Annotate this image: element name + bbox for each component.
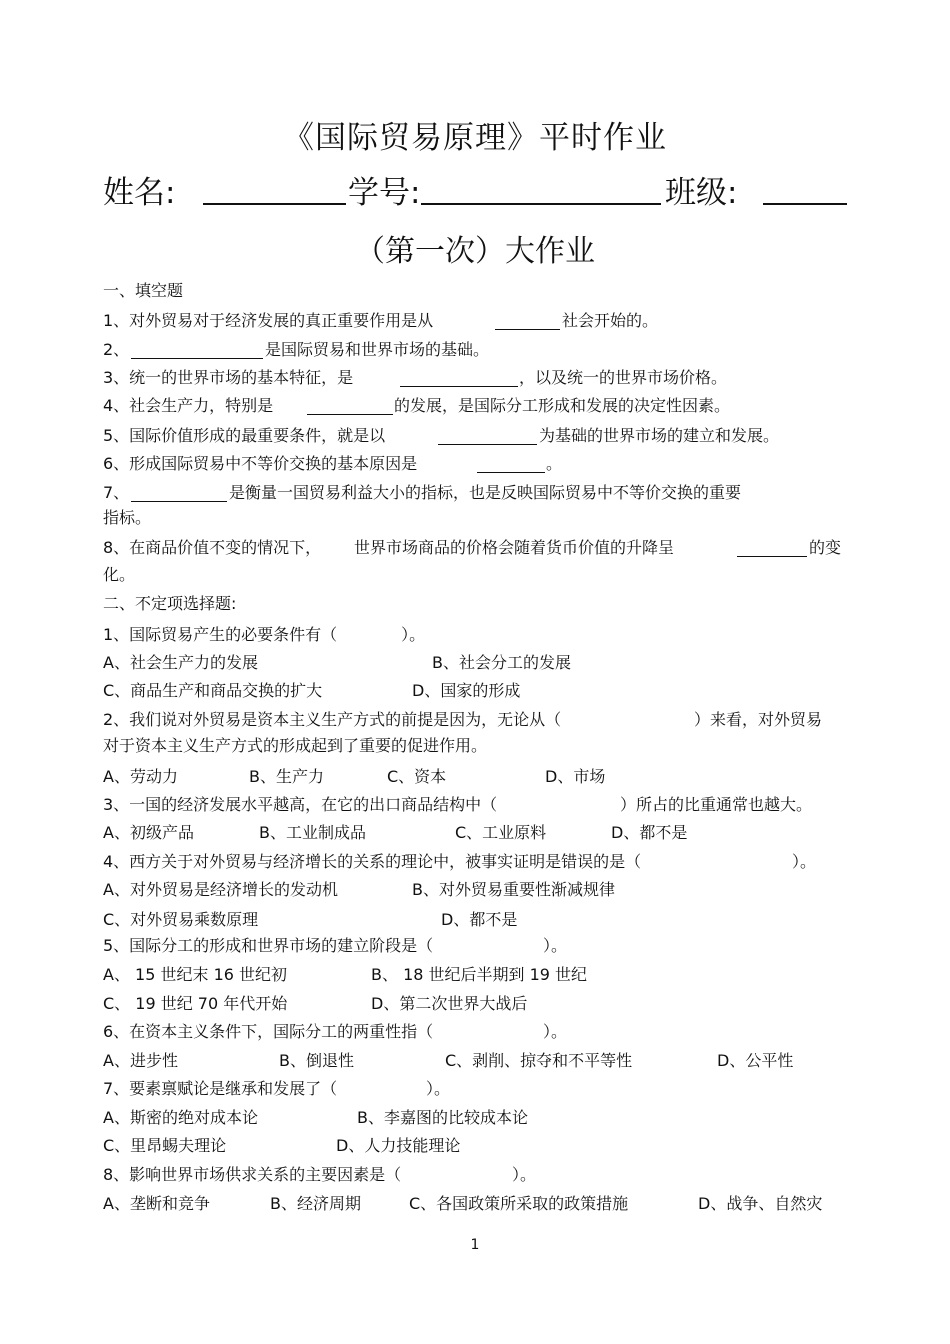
choice-q2-option-a[interactable]: A、劳动力 [103, 767, 178, 786]
choice-q8-stem-end: ）。 [512, 1165, 537, 1184]
choice-q4-option-a[interactable]: A、对外贸易是经济增长的发动机 [103, 880, 338, 899]
choice-q6-stem-end: ）。 [543, 1022, 568, 1041]
fill-q6-blank[interactable] [477, 454, 545, 473]
choice-q1-option-c[interactable]: C、商品生产和商品交换的扩大 [103, 681, 323, 700]
fill-q1-text-end: 社会开始的。 [562, 311, 659, 330]
fill-q3-blank[interactable] [400, 368, 518, 387]
choice-q5-option-a[interactable]: A、 15 世纪末 16 世纪初 [103, 965, 288, 984]
choice-q6-option-c[interactable]: C、剥削、掠夺和不平等性 [445, 1051, 633, 1070]
choice-q5-stem: 5、国际分工的形成和世界市场的建立阶段是（ [103, 936, 434, 955]
name-blank[interactable] [203, 167, 346, 205]
fill-q5-text-end: 为基础的世界市场的建立和发展。 [539, 426, 780, 445]
choice-q6-option-b[interactable]: B、倒退性 [279, 1051, 354, 1070]
choice-q7-option-c[interactable]: C、里昂蜴夫理论 [103, 1136, 227, 1155]
fill-q3-text: 3、统一的世界市场的基本特征，是 [103, 368, 354, 387]
choice-q4-option-b[interactable]: B、对外贸易重要性渐减规律 [412, 880, 615, 899]
choice-q7-stem: 7、要素禀赋论是继承和发展了（ [103, 1079, 338, 1098]
choice-q2-option-b[interactable]: B、生产力 [249, 767, 324, 786]
fill-q5-text: 5、国际价值形成的最重要条件，就是以 [103, 426, 386, 445]
fill-q2-text-end: 是国际贸易和世界市场的基础。 [265, 340, 490, 359]
choice-q3-stem-end: ）所占的比重通常也越大。 [620, 795, 813, 814]
choice-q5-option-b[interactable]: B、 18 世纪后半期到 19 世纪 [371, 965, 588, 984]
choice-q2-option-d[interactable]: D、市场 [545, 767, 606, 786]
fill-q6-text: 6、形成国际贸易中不等价交换的基本原因是 [103, 454, 418, 473]
choice-q4-stem: 4、西方关于对外贸易与经济增长的关系的理论中，被事实证明是错误的是（ [103, 852, 642, 871]
fill-q7-text-cont: 指标。 [103, 508, 152, 527]
fill-q6-text-end: 。 [546, 454, 563, 473]
choice-q7-stem-end: ）。 [426, 1079, 451, 1098]
section1-heading: 一、填空题 [103, 281, 184, 300]
choice-q3-option-d[interactable]: D、都不是 [611, 823, 688, 842]
fill-q8-text-mid: 世界市场商品的价格会随着货币价值的升降呈 [354, 538, 675, 557]
choice-q8-option-d[interactable]: D、战争、自然灾 [698, 1194, 823, 1213]
fill-q8-text: 8、在商品价值不变的情况下， [103, 538, 322, 557]
fill-q4-blank[interactable] [307, 396, 393, 415]
section2-heading: 二、不定项选择题: [103, 594, 237, 613]
choice-q2-option-c[interactable]: C、资本 [387, 767, 447, 786]
student-id-label: 学号: [348, 175, 421, 211]
choice-q6-stem: 6、在资本主义条件下，国际分工的两重性指（ [103, 1022, 434, 1041]
choice-q3-option-c[interactable]: C、工业原料 [455, 823, 547, 842]
fill-q1-text: 1、对外贸易对于经济发展的真正重要作用是从 [103, 311, 434, 330]
class-label: 班级: [665, 175, 738, 211]
student-id-blank[interactable] [421, 167, 661, 205]
choice-q8-stem: 8、影响世界市场供求关系的主要因素是（ [103, 1165, 402, 1184]
choice-q7-option-a[interactable]: A、斯密的绝对成本论 [103, 1108, 258, 1127]
choice-q1-option-a[interactable]: A、社会生产力的发展 [103, 653, 258, 672]
fill-q8-text-end: 的变 [809, 538, 842, 557]
choice-q3-option-b[interactable]: B、工业制成品 [259, 823, 366, 842]
fill-q8-blank[interactable] [737, 538, 807, 557]
fill-q7-blank[interactable] [131, 483, 227, 502]
fill-q5-blank[interactable] [438, 426, 537, 445]
choice-q1-stem: 1、国际贸易产生的必要条件有（ ）。 [103, 625, 426, 644]
choice-q1-option-d[interactable]: D、国家的形成 [412, 681, 521, 700]
choice-q8-option-c[interactable]: C、各国政策所采取的政策措施 [409, 1194, 629, 1213]
fill-q8-text-cont: 化。 [103, 565, 136, 584]
fill-q7-text: 7、 [103, 483, 130, 502]
fill-q4-text: 4、社会生产力，特别是 [103, 396, 274, 415]
page-number: 1 [470, 1237, 480, 1253]
choice-q5-option-c[interactable]: C、 19 世纪 70 年代开始 [103, 994, 288, 1013]
page-title: 《国际贸易原理》平时作业 [283, 120, 667, 156]
choice-q4-option-c[interactable]: C、对外贸易乘数原理 [103, 910, 259, 929]
choice-q8-option-a[interactable]: A、垄断和竞争 [103, 1194, 210, 1213]
choice-q4-stem-end: ）。 [792, 852, 817, 871]
fill-q2-blank[interactable] [131, 340, 263, 359]
choice-q2-stem: 2、我们说对外贸易是资本主义生产方式的前提是因为，无论从（ [103, 710, 562, 729]
fill-q7-text-end: 是衡量一国贸易利益大小的指标，也是反映国际贸易中不等价交换的重要 [229, 483, 742, 502]
choice-q2-stem-end: ）来看，对外贸易 [694, 710, 823, 729]
fill-q3-text-end: ，以及统一的世界市场价格。 [519, 368, 728, 387]
fill-q1-blank[interactable] [495, 311, 560, 330]
choice-q7-option-b[interactable]: B、李嘉图的比较成本论 [357, 1108, 528, 1127]
choice-q6-option-a[interactable]: A、进步性 [103, 1051, 178, 1070]
class-blank[interactable] [763, 167, 847, 205]
choice-q5-stem-end: ）。 [543, 936, 568, 955]
choice-q8-option-b[interactable]: B、经济周期 [270, 1194, 361, 1213]
choice-q6-option-d[interactable]: D、公平性 [717, 1051, 794, 1070]
name-label: 姓名: [103, 175, 176, 211]
choice-q4-option-d[interactable]: D、都不是 [441, 910, 518, 929]
choice-q3-stem: 3、一国的经济发展水平越高，在它的出口商品结构中（ [103, 795, 498, 814]
fill-q4-text-end: 的发展，是国际分工形成和发展的决定性因素。 [394, 396, 731, 415]
choice-q3-option-a[interactable]: A、初级产品 [103, 823, 194, 842]
choice-q1-option-b[interactable]: B、社会分工的发展 [432, 653, 571, 672]
choice-q5-option-d[interactable]: D、第二次世界大战后 [371, 994, 528, 1013]
assignment-subtitle: （第一次）大作业 [355, 234, 595, 269]
student-info-line [103, 167, 863, 211]
choice-q7-option-d[interactable]: D、人力技能理论 [336, 1136, 461, 1155]
fill-q2-text: 2、 [103, 340, 130, 359]
choice-q2-stem-cont: 对于资本主义生产方式的形成起到了重要的促进作用。 [103, 736, 488, 755]
